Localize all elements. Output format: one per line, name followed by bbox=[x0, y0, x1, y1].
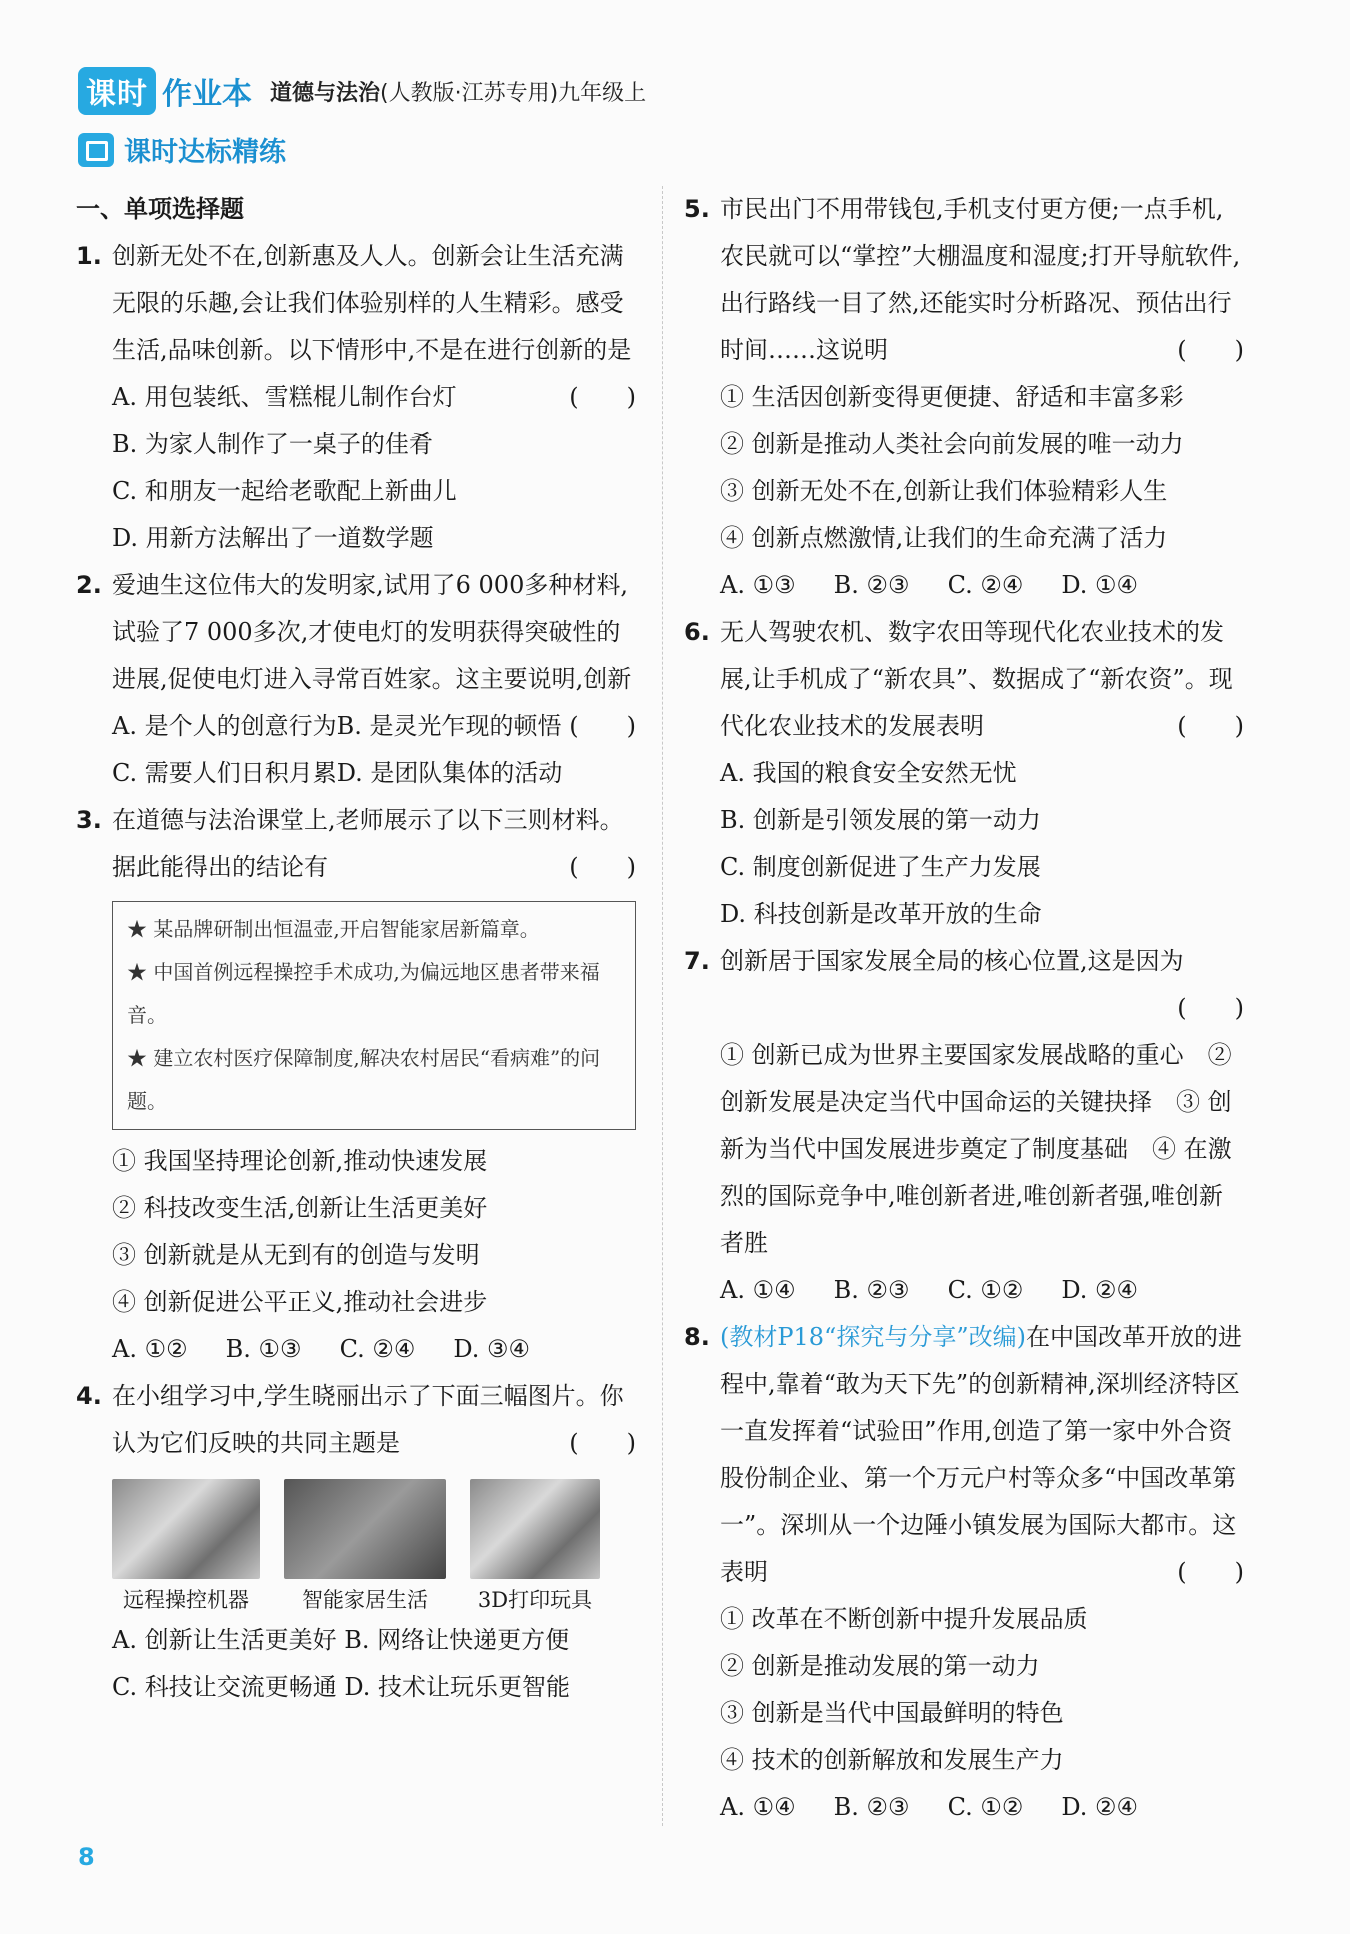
page-header bbox=[78, 66, 646, 116]
option-c: C. 和朋友一起给老歌配上新曲儿 bbox=[112, 477, 457, 505]
option-a: A. 我国的粮食安全安然无忧 bbox=[720, 759, 1017, 787]
statement-2: ② 创新是推动发展的第一动力 bbox=[720, 1652, 1040, 1680]
option-cd: C. 需要人们日积月累D. 是团队集体的活动 bbox=[112, 759, 563, 787]
page-number: 8 bbox=[78, 1843, 95, 1871]
question-stem: 在道德与法治课堂上,老师展示了以下三则材料。据此能得出的结论有 bbox=[112, 806, 624, 881]
question-number: 1. bbox=[76, 242, 102, 270]
question-8 bbox=[684, 1314, 1244, 1596]
material-item: ★ 建立农村医疗保障制度,解决农村居民“看病难”的问题。 bbox=[127, 1046, 601, 1113]
option-ab: A. 创新让生活更美好 B. 网络让快递更方便 bbox=[112, 1626, 570, 1654]
option-cd: C. 科技让交流更畅通 D. 技术让玩乐更智能 bbox=[112, 1673, 571, 1701]
statement-3: ③ 创新无处不在,创新让我们体验精彩人生 bbox=[720, 477, 1168, 505]
question-number: 4. bbox=[76, 1382, 102, 1410]
choice-b: B. ②③ bbox=[833, 571, 910, 599]
textbook-note: (教材P18“探究与分享”改编) bbox=[720, 1323, 1026, 1351]
option-d: D. 科技创新是改革开放的生命 bbox=[720, 900, 1042, 928]
brand-logo-box: 课时 bbox=[78, 67, 156, 115]
statement-1: ① 生活因创新变得更便捷、舒适和丰富多彩 bbox=[720, 383, 1184, 411]
section-title: 课时达标精练 bbox=[124, 137, 286, 168]
choice-row bbox=[684, 562, 1244, 609]
answer-blank: ( ) bbox=[1177, 1558, 1244, 1586]
statement-3: ③ 创新就是从无到有的创造与发明 bbox=[112, 1241, 480, 1269]
question-number: 7. bbox=[684, 947, 710, 975]
material-box bbox=[112, 901, 636, 1130]
option-a: A. 用包装纸、雪糕棍儿制作台灯 bbox=[112, 383, 457, 411]
question-7 bbox=[684, 938, 1244, 1032]
question-number: 3. bbox=[76, 806, 102, 834]
choice-d: D. ②④ bbox=[1061, 1276, 1139, 1304]
choice-a: A. ①③ bbox=[720, 571, 796, 599]
choice-c: C. ②④ bbox=[947, 571, 1024, 599]
question-number: 2. bbox=[76, 571, 102, 599]
option-c: C. 制度创新促进了生产力发展 bbox=[720, 853, 1041, 881]
option-b: B. 为家人制作了一桌子的佳肴 bbox=[112, 430, 433, 458]
answer-blank: ( ) bbox=[1177, 994, 1244, 1022]
robot-photo bbox=[112, 1479, 260, 1579]
question-number: 6. bbox=[684, 618, 710, 646]
brand-logo-text: 作业本 bbox=[162, 77, 252, 112]
material-item: ★ 中国首例远程操控手术成功,为偏远地区患者带来福音。 bbox=[127, 960, 600, 1027]
answer-blank: ( ) bbox=[569, 853, 636, 881]
choice-row bbox=[76, 1326, 636, 1373]
option-b: B. 创新是引领发展的第一动力 bbox=[720, 806, 1041, 834]
part-heading: 一、单项选择题 bbox=[76, 195, 244, 223]
question-stem: 爱迪生这位伟大的发明家,试用了6 000多种材料,试验了7 000多次,才使电灯的发明获得突破性的进展,促使电灯进入寻常百姓家。这主要说明,创新 bbox=[112, 571, 632, 693]
picture-caption: 3D打印玩具 bbox=[477, 1588, 593, 1612]
question-4 bbox=[76, 1373, 636, 1467]
statement-1: ① 改革在不断创新中提升发展品质 bbox=[720, 1605, 1088, 1633]
statements-block: ① 创新已成为世界主要国家发展战略的重心 ② 创新发展是决定当代中国命运的关键抉择 ③ 创新为当代中国发展进步奠定了制度基础 ④ 在激烈的国际竞争中,唯创新者进,唯创新者强,唯创新者胜 bbox=[720, 1041, 1232, 1257]
statement-2: ② 科技改变生活,创新让生活更美好 bbox=[112, 1194, 488, 1222]
statement-4: ④ 技术的创新解放和发展生产力 bbox=[720, 1746, 1064, 1774]
question-5 bbox=[684, 186, 1244, 374]
choice-b: B. ②③ bbox=[833, 1276, 910, 1304]
question-stem: 无人驾驶农机、数字农田等现代化农业技术的发展,让手机成了“新农具”、数据成了“新农资”。现代化农业技术的发展表明 bbox=[720, 618, 1233, 740]
choice-a: A. ①④ bbox=[720, 1793, 796, 1821]
answer-blank: ( ) bbox=[569, 383, 636, 411]
edit-icon bbox=[78, 133, 114, 167]
question-stem: 创新无处不在,创新惠及人人。创新会让生活充满无限的乐趣,会让我们体验别样的人生精彩。感受生活,品味创新。以下情形中,不是在进行创新的是 bbox=[112, 242, 632, 364]
choice-b: B. ②③ bbox=[833, 1793, 910, 1821]
question-stem: 创新居于国家发展全局的核心位置,这是因为 bbox=[720, 947, 1184, 975]
picture-caption: 智能家居生活 bbox=[302, 1588, 428, 1612]
edition-grade: (人教版·江苏专用)九年级上 bbox=[380, 80, 647, 106]
question-stem: 市民出门不用带钱包,手机支付更方便;一点手机,农民就可以“掌控”大棚温度和湿度;打开导航软件,出行路线一目了然,还能实时分析路况、预估出行时间……这说明 bbox=[720, 195, 1241, 364]
section-heading bbox=[78, 130, 286, 169]
answer-blank: ( ) bbox=[569, 712, 636, 740]
book-title bbox=[270, 76, 646, 107]
option-ab: A. 是个人的创意行为B. 是灵光乍现的顿悟 bbox=[112, 712, 562, 740]
question-6 bbox=[684, 609, 1244, 750]
left-column bbox=[76, 186, 636, 1711]
material-item: ★ 某品牌研制出恒温壶,开启智能家居新篇章。 bbox=[127, 917, 540, 941]
question-stem: 在小组学习中,学生晓丽出示了下面三幅图片。你认为它们反映的共同主题是 bbox=[112, 1382, 624, 1457]
statement-1: ① 我国坚持理论创新,推动快速发展 bbox=[112, 1147, 488, 1175]
choice-a: A. ①② bbox=[112, 1335, 188, 1363]
right-column bbox=[684, 186, 1244, 1831]
choice-c: C. ①② bbox=[947, 1793, 1024, 1821]
choice-row bbox=[684, 1784, 1244, 1831]
choice-d: D. ①④ bbox=[1061, 571, 1139, 599]
answer-blank: ( ) bbox=[1177, 336, 1244, 364]
question-3 bbox=[76, 797, 636, 891]
smart-home-photo bbox=[284, 1479, 446, 1579]
column-divider bbox=[662, 186, 663, 1826]
choice-d: D. ②④ bbox=[1061, 1793, 1139, 1821]
answer-blank: ( ) bbox=[569, 1429, 636, 1457]
question-stem: 在中国改革开放的进程中,靠着“敢为天下先”的创新精神,深圳经济特区一直发挥着“试验田”作用,创造了第一家中外合资股份制企业、第一个万元户村等众多“中国改革第一”。深圳从一个边陲小镇发展为国际大都市。这表明 bbox=[720, 1323, 1242, 1586]
choice-d: D. ③④ bbox=[453, 1335, 531, 1363]
picture-caption: 远程操控机器 bbox=[123, 1588, 249, 1612]
picture-3d-print bbox=[470, 1479, 600, 1617]
statement-2: ② 创新是推动人类社会向前发展的唯一动力 bbox=[720, 430, 1184, 458]
question-number: 8. bbox=[684, 1323, 710, 1351]
choice-c: C. ②④ bbox=[339, 1335, 416, 1363]
answer-blank-row bbox=[720, 985, 1244, 1032]
subject-name: 道德与法治 bbox=[270, 80, 381, 106]
choice-c: C. ①② bbox=[947, 1276, 1024, 1304]
toy-car-photo bbox=[470, 1479, 600, 1579]
choice-a: A. ①④ bbox=[720, 1276, 796, 1304]
picture-remote-robot bbox=[112, 1479, 260, 1617]
choice-row bbox=[684, 1267, 1244, 1314]
statement-4: ④ 创新促进公平正义,推动社会进步 bbox=[112, 1288, 488, 1316]
picture-smart-home bbox=[284, 1479, 446, 1617]
answer-blank: ( ) bbox=[1177, 712, 1244, 740]
option-d: D. 用新方法解出了一道数学题 bbox=[112, 524, 434, 552]
statement-3: ③ 创新是当代中国最鲜明的特色 bbox=[720, 1699, 1064, 1727]
choice-b: B. ①③ bbox=[225, 1335, 302, 1363]
question-number: 5. bbox=[684, 195, 710, 223]
statement-4: ④ 创新点燃激情,让我们的生命充满了活力 bbox=[720, 524, 1168, 552]
picture-row bbox=[76, 1479, 636, 1617]
